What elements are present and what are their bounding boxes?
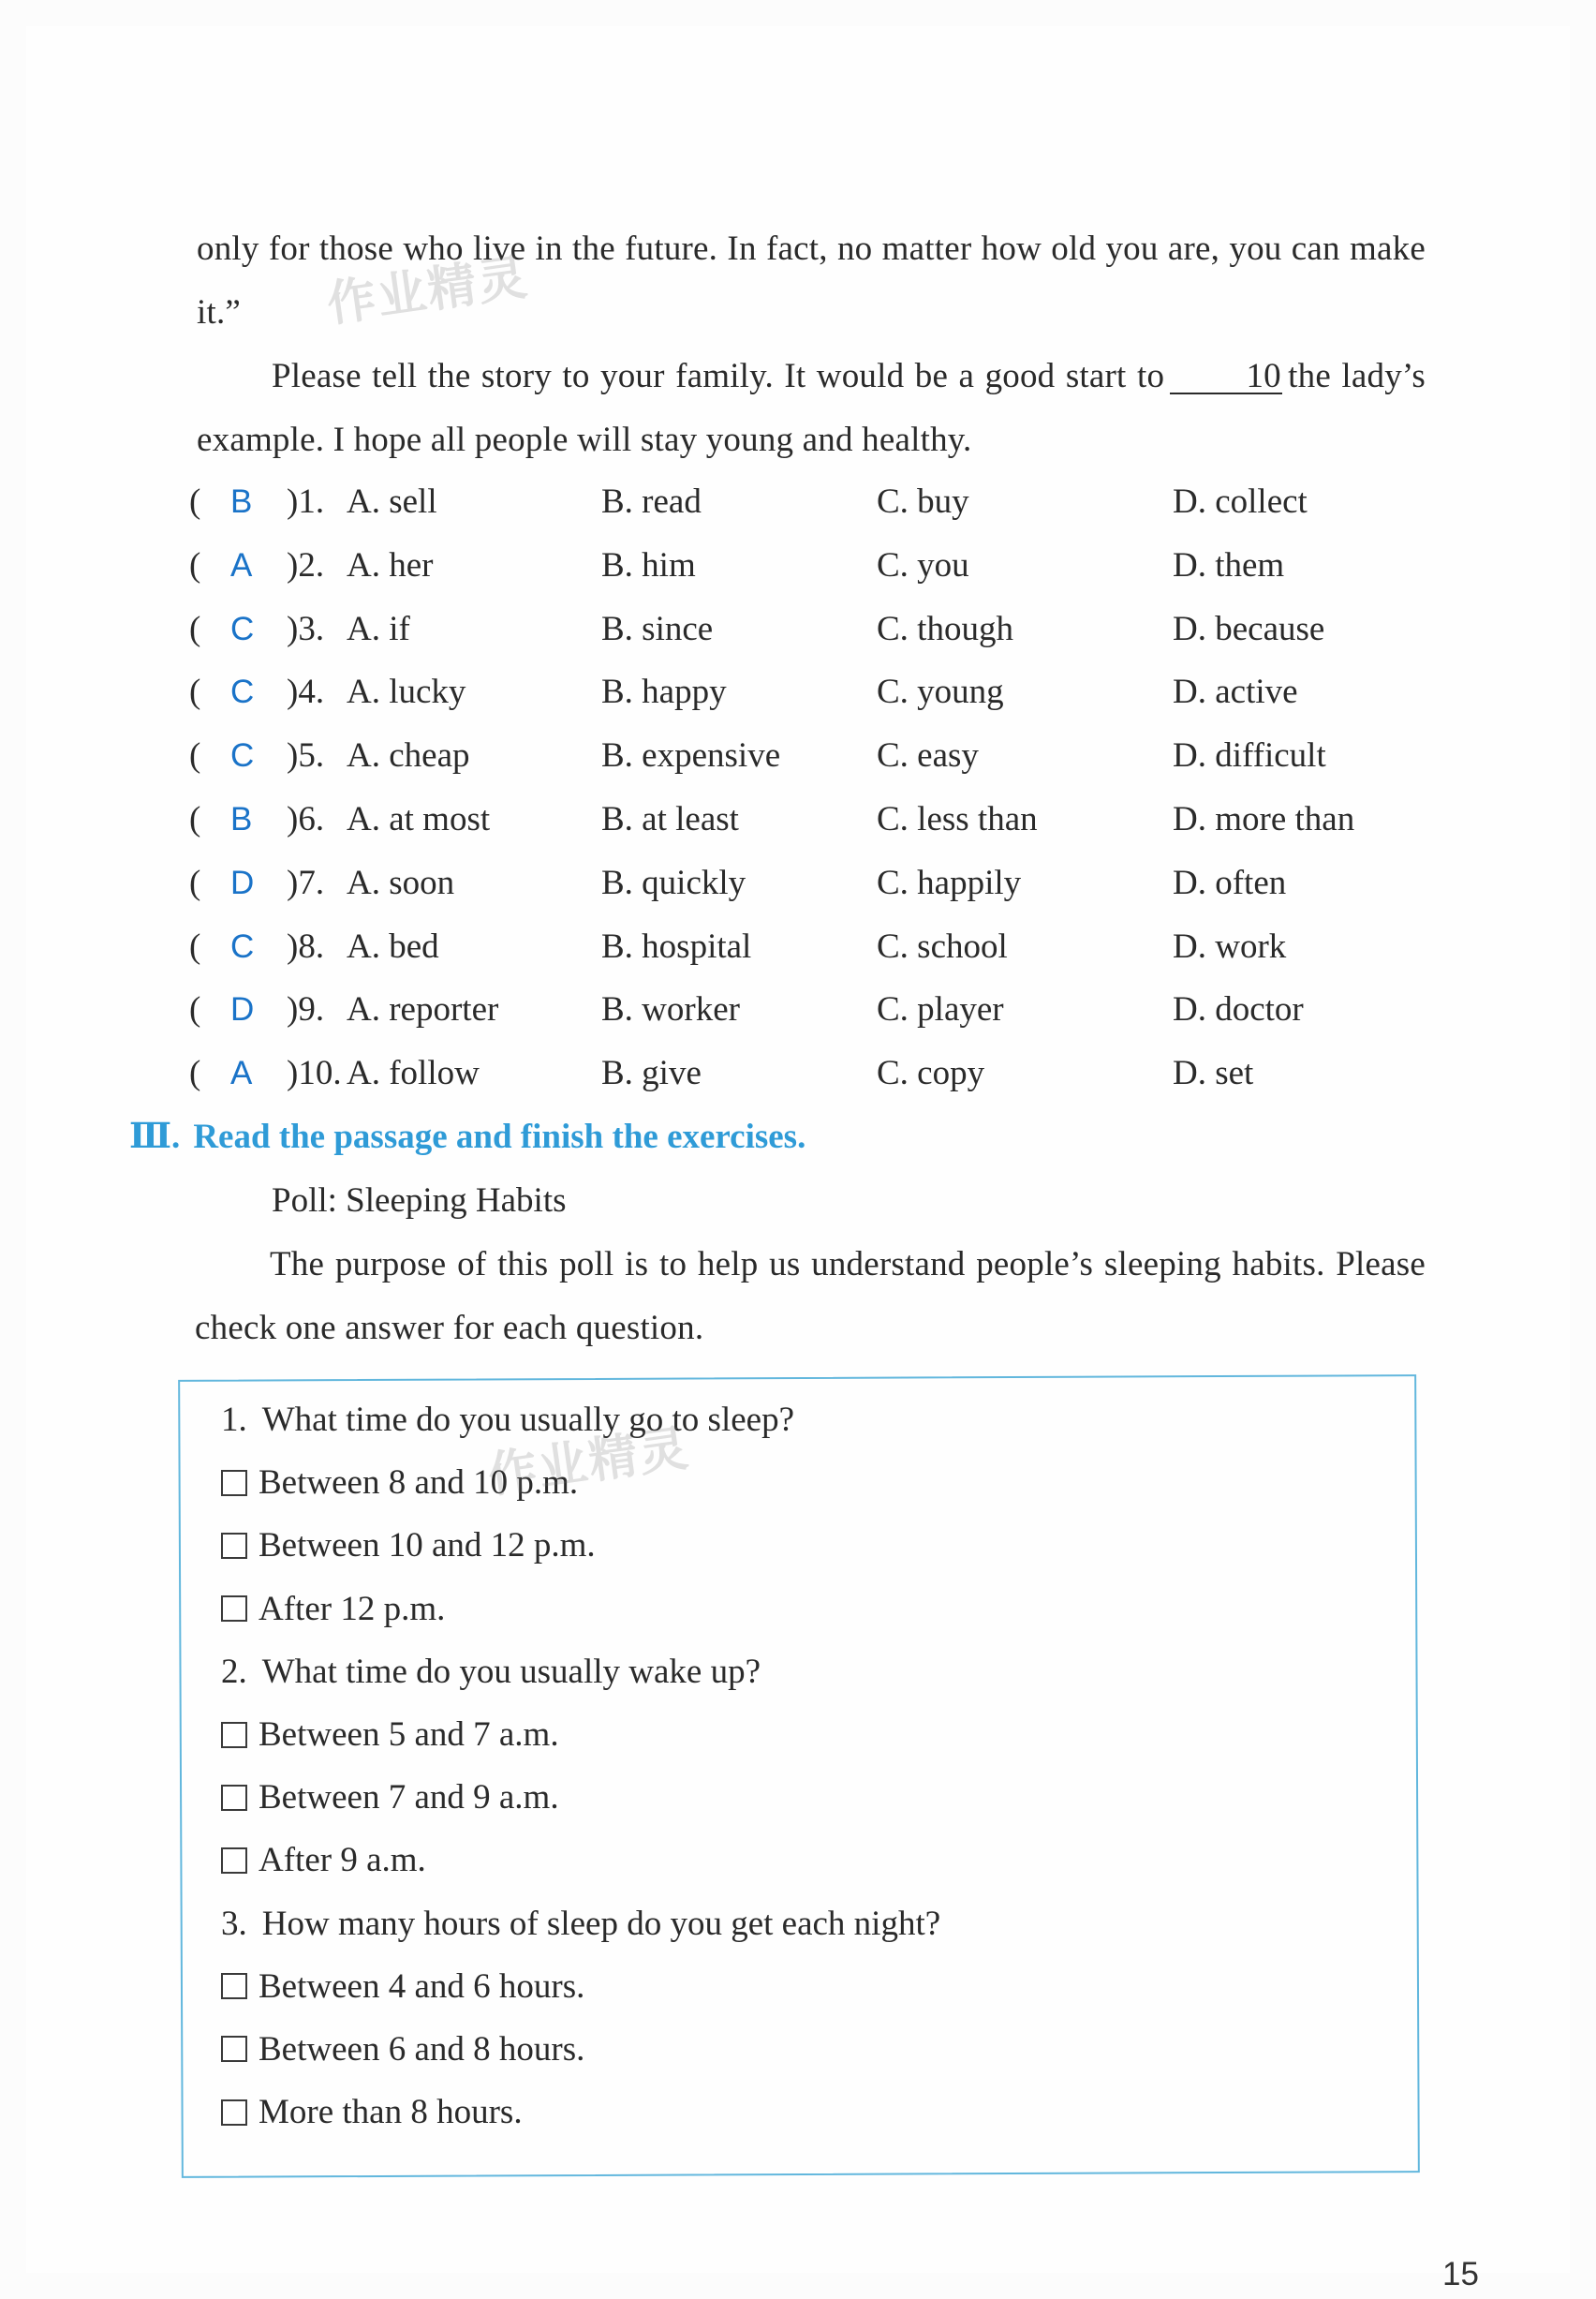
question-row <box>189 1042 1444 1105</box>
option-d: D. work <box>1173 927 1287 966</box>
paren-open: ( <box>189 609 201 648</box>
poll-question <box>221 1892 1345 1955</box>
option-b: B. him <box>601 545 696 585</box>
paren-open: ( <box>189 482 201 521</box>
poll-question-number: 2. <box>221 1652 247 1691</box>
question-row <box>189 470 1444 534</box>
option-d: D. set <box>1173 1054 1254 1093</box>
watermark: 作业精灵 <box>484 1420 693 1505</box>
option-b: B. at least <box>601 799 739 838</box>
poll-option[interactable] <box>221 1514 1345 1577</box>
answer-letter: C <box>230 737 255 775</box>
option-d: D. them <box>1173 545 1285 585</box>
option-c: C. though <box>877 609 1013 648</box>
option-c: C. young <box>877 673 1004 712</box>
passage-text-after-blank: the lady’s example. I hope all people will stay young and healthy. <box>197 357 1426 459</box>
option-b: B. hospital <box>601 927 752 966</box>
answer-letter: B <box>230 483 253 520</box>
paren-open: ( <box>189 1054 201 1093</box>
question-row <box>189 534 1444 598</box>
poll-option[interactable] <box>221 1766 1345 1829</box>
option-b: B. since <box>601 609 714 648</box>
question-row <box>189 598 1444 661</box>
poll-question-text: What time do you usually wake up? <box>261 1652 761 1691</box>
option-b: B. worker <box>601 990 740 1030</box>
question-row <box>189 915 1444 979</box>
paren-open: ( <box>189 863 201 902</box>
checkbox-icon[interactable] <box>221 1847 247 1874</box>
poll-question <box>221 1640 1345 1703</box>
blank-10: 10 <box>1170 361 1282 394</box>
answer-letter: C <box>230 927 255 965</box>
section-numeral: Ⅲ. <box>129 1118 181 1156</box>
poll-title: Poll: Sleeping Habits <box>272 1181 567 1220</box>
option-b: B. expensive <box>601 736 781 776</box>
option-c: C. easy <box>877 736 979 776</box>
poll-question-number: 3. <box>221 1904 247 1943</box>
answer-letter: D <box>230 864 255 901</box>
paren-open: ( <box>189 545 201 585</box>
poll-question-text: What time do you usually go to sleep? <box>261 1401 794 1439</box>
answer-letter: D <box>230 991 255 1029</box>
option-a: A. soon <box>347 863 455 902</box>
poll-option-label: Between 7 and 9 a.m. <box>259 1778 559 1817</box>
question-number: )4. <box>287 673 325 712</box>
option-a: A. lucky <box>347 673 466 712</box>
option-a: A. sell <box>347 482 437 521</box>
checkbox-icon[interactable] <box>221 1973 247 1999</box>
poll-option-label: Between 5 and 7 a.m. <box>259 1714 559 1754</box>
option-b: B. read <box>601 482 702 521</box>
poll-question-number: 1. <box>221 1401 247 1439</box>
poll-option-label: Between 4 and 6 hours. <box>259 1966 585 2006</box>
checkbox-icon[interactable] <box>221 2099 247 2126</box>
answer-letter: A <box>230 546 253 584</box>
question-row <box>189 660 1444 724</box>
watermark: 作业精灵 <box>323 249 532 334</box>
question-number: )1. <box>287 482 325 521</box>
option-c: C. you <box>877 545 969 585</box>
option-a: A. follow <box>347 1054 480 1093</box>
option-d: D. often <box>1173 863 1287 902</box>
poll-intro: The purpose of this poll is to help us understand people’s sleeping habits. Please check one answer for each question. <box>195 1245 1426 1347</box>
page-number: 15 <box>1442 2256 1479 2292</box>
checkbox-icon[interactable] <box>221 1533 247 1559</box>
option-b: B. quickly <box>601 863 746 902</box>
option-a: A. her <box>347 545 434 585</box>
option-d: D. because <box>1173 609 1325 648</box>
option-a: A. cheap <box>347 736 470 776</box>
checkbox-icon[interactable] <box>221 1785 247 1811</box>
poll-option[interactable] <box>221 1703 1345 1766</box>
question-number: )5. <box>287 736 325 776</box>
option-a: A. if <box>347 609 410 648</box>
question-row <box>189 788 1444 852</box>
question-number: )9. <box>287 990 325 1030</box>
poll-question <box>221 1388 1345 1451</box>
checkbox-icon[interactable] <box>221 2036 247 2062</box>
poll-option[interactable] <box>221 1955 1345 2018</box>
poll-option-label: After 9 a.m. <box>259 1841 426 1880</box>
checkbox-icon[interactable] <box>221 1470 247 1496</box>
checkbox-icon[interactable] <box>221 1722 247 1748</box>
option-c: C. copy <box>877 1054 985 1093</box>
poll-option-label: Between 6 and 8 hours. <box>259 2029 585 2069</box>
question-row <box>189 852 1444 915</box>
option-a: A. reporter <box>347 990 499 1030</box>
option-a: A. at most <box>347 799 491 838</box>
option-d: D. doctor <box>1173 990 1304 1030</box>
paren-open: ( <box>189 927 201 966</box>
option-b: B. give <box>601 1054 702 1093</box>
passage-paragraph-1: only for those who live in the future. In fact, no matter how old you are, you can make it.” <box>197 230 1426 332</box>
poll-option[interactable] <box>221 1451 1345 1514</box>
multiple-choice-list <box>189 470 1444 1105</box>
option-c: C. happily <box>877 863 1022 902</box>
question-number: )2. <box>287 545 325 585</box>
question-row <box>189 978 1444 1042</box>
answer-letter: C <box>230 610 255 647</box>
option-c: C. school <box>877 927 1008 966</box>
option-d: D. difficult <box>1173 736 1326 776</box>
option-d: D. collect <box>1173 482 1308 521</box>
paren-open: ( <box>189 799 201 838</box>
paren-open: ( <box>189 673 201 712</box>
paren-open: ( <box>189 990 201 1030</box>
question-row <box>189 724 1444 788</box>
question-number: )8. <box>287 927 325 966</box>
question-number: )3. <box>287 609 325 648</box>
checkbox-icon[interactable] <box>221 1595 247 1622</box>
poll-option[interactable] <box>221 1829 1345 1891</box>
poll-option-label: More than 8 hours. <box>259 2093 523 2132</box>
option-d: D. active <box>1173 673 1298 712</box>
option-b: B. happy <box>601 673 727 712</box>
option-c: C. buy <box>877 482 969 521</box>
poll-option-label: Between 10 and 12 p.m. <box>259 1526 596 1565</box>
answer-letter: C <box>230 674 255 711</box>
poll-option[interactable] <box>221 2018 1345 2081</box>
poll-question-text: How many hours of sleep do you get each night? <box>261 1904 941 1943</box>
paren-open: ( <box>189 736 201 776</box>
answer-letter: A <box>230 1055 253 1092</box>
option-a: A. bed <box>347 927 439 966</box>
poll-questions <box>221 1388 1345 2143</box>
question-number: )10. <box>287 1054 342 1093</box>
option-d: D. more than <box>1173 799 1355 838</box>
answer-letter: B <box>230 800 253 838</box>
option-c: C. player <box>877 990 1004 1030</box>
section-title-text: Read the passage and finish the exercises. <box>193 1118 806 1156</box>
poll-option[interactable] <box>221 2081 1345 2143</box>
passage-text-before-blank: Please tell the story to your family. It would be a good start to <box>272 357 1165 395</box>
poll-option[interactable] <box>221 1578 1345 1640</box>
option-c: C. less than <box>877 799 1038 838</box>
question-number: )7. <box>287 863 325 902</box>
poll-option-label: After 12 p.m. <box>259 1589 446 1628</box>
poll-option-label: Between 8 and 10 p.m. <box>259 1463 579 1503</box>
passage-paragraph-2 <box>197 345 1426 472</box>
question-number: )6. <box>287 799 325 838</box>
section-3-heading <box>129 1105 805 1169</box>
